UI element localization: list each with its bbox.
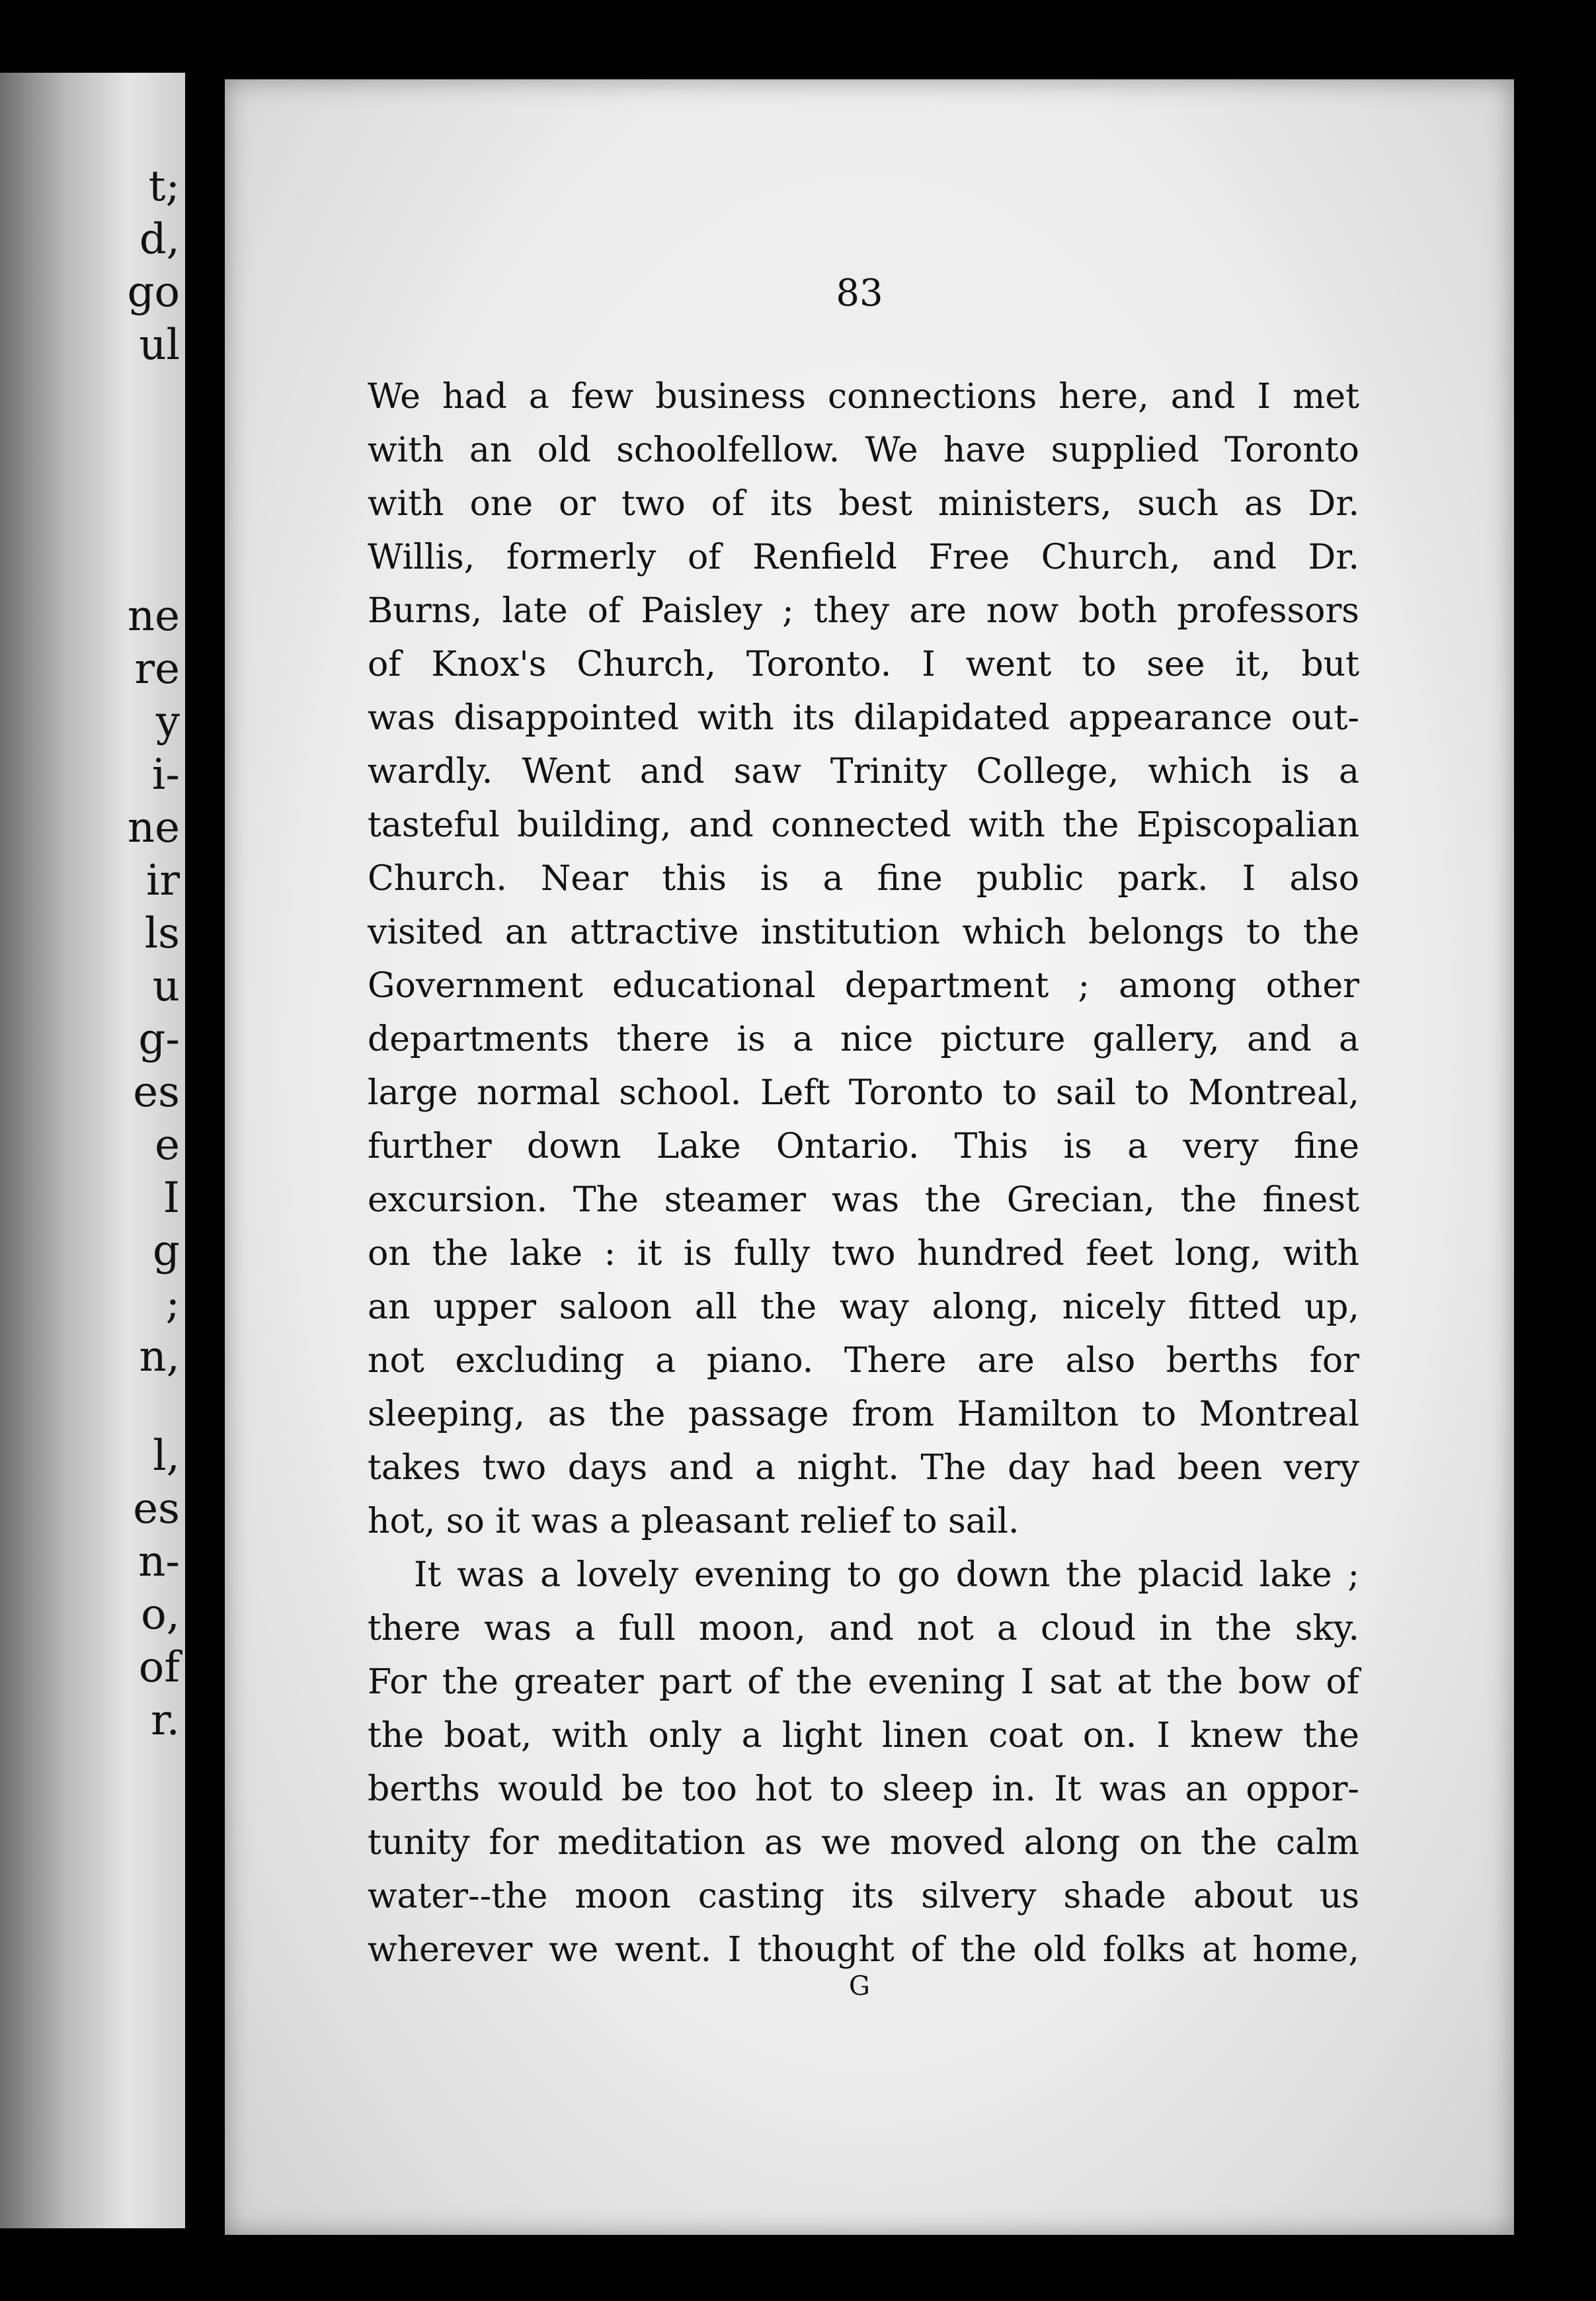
text-line: Burns, late of Paisley ; they are now both professors xyxy=(368,591,1359,631)
left-page-fragment: re xyxy=(134,645,180,694)
text-line: visited an attractive institution which belongs to the xyxy=(368,912,1359,952)
text-line: with one or two of its best ministers, such as Dr. xyxy=(368,484,1359,524)
text-line: tasteful building, and connected with the Episcopalian xyxy=(368,805,1359,845)
left-page-fragment: t; xyxy=(148,162,180,211)
text-line: further down Lake Ontario. This is a very fine xyxy=(368,1127,1359,1166)
text-line: It was a lovely evening to go down the placid lake ; xyxy=(414,1555,1359,1595)
text-line: Church. Near this is a fine public park. I also xyxy=(368,859,1359,899)
left-page-fragment: es xyxy=(133,1068,180,1117)
text-line: on the lake : it is fully two hundred feet long, with xyxy=(368,1234,1359,1273)
text-line: wardly. Went and saw Trinity College, which is a xyxy=(368,752,1359,791)
text-line: water--the moon casting its silvery shade about us xyxy=(368,1877,1359,1916)
left-page-fragment: ne xyxy=(127,803,180,852)
left-page-fragment: ls xyxy=(144,909,180,958)
left-page-fragment: l, xyxy=(153,1432,180,1480)
left-page-fragment: u xyxy=(152,962,180,1011)
left-page-fragment: ul xyxy=(139,321,180,370)
text-line: tunity for meditation as we moved along on the calm xyxy=(368,1823,1359,1863)
left-page-fragment: ir xyxy=(145,856,180,905)
text-line: For the greater part of the evening I sat at the bow of xyxy=(368,1662,1359,1702)
text-line: berths would be too hot to sleep in. It was an oppor- xyxy=(368,1769,1359,1809)
left-page-fragment: of xyxy=(138,1643,180,1692)
text-line: We had a few business connections here, and I met xyxy=(368,377,1359,417)
left-page-fragment: n- xyxy=(138,1537,180,1586)
text-line: Government educational department ; among other xyxy=(368,966,1359,1006)
left-page-fragment: o, xyxy=(141,1590,180,1639)
scan-border xyxy=(1514,0,1596,2301)
text-line: of Knox's Church, Toronto. I went to see it, but xyxy=(368,645,1359,684)
left-page-fragment: r. xyxy=(151,1696,180,1745)
left-page-fragment: i- xyxy=(151,750,180,799)
text-line: Willis, formerly of Renfield Free Church, and Dr. xyxy=(368,538,1359,577)
text-line: an upper saloon all the way along, nicely fitted up, xyxy=(368,1287,1359,1327)
text-line: departments there is a nice picture gallery, and a xyxy=(368,1020,1359,1059)
left-page-fragment: d, xyxy=(139,215,180,264)
text-line: the boat, with only a light linen coat on. I knew the xyxy=(368,1716,1359,1756)
left-page-fragment: y xyxy=(155,698,180,747)
left-page-fragment: go xyxy=(127,268,180,317)
left-page-fragment: n, xyxy=(139,1332,180,1381)
text-line: there was a full moon, and not a cloud in the sky. xyxy=(368,1609,1359,1648)
left-page-fragment: g xyxy=(153,1227,180,1275)
left-page-fragment: es xyxy=(133,1484,180,1533)
text-line: with an old schoolfellow. We have supplied Toronto xyxy=(368,430,1359,470)
text-line: excursion. The steamer was the Grecian, the finest xyxy=(368,1180,1359,1220)
text-line: was disappointed with its dilapidated appearance out- xyxy=(368,698,1359,738)
left-page-fragment: e xyxy=(155,1121,180,1170)
text-line: hot, so it was a pleasant relief to sail. xyxy=(368,1502,1019,1541)
text-line: sleeping, as the passage from Hamilton to Montreal xyxy=(368,1394,1359,1434)
left-page-fragment: ne xyxy=(127,592,180,641)
text-line: takes two days and a night. The day had been very xyxy=(368,1448,1359,1488)
signature-mark: G xyxy=(849,1971,870,2001)
text-line: large normal school. Left Toronto to sail to Montreal, xyxy=(368,1073,1359,1113)
page-body-text xyxy=(368,370,1359,1977)
left-page-fragment: ; xyxy=(165,1279,180,1328)
text-line: wherever we went. I thought of the old folks at home, xyxy=(368,1930,1359,1970)
page-number: 83 xyxy=(836,272,883,315)
text-line: not excluding a piano. There are also berths for xyxy=(368,1341,1359,1381)
left-facing-page xyxy=(0,73,185,2228)
left-page-fragment: I xyxy=(163,1174,180,1223)
left-page-fragment: g- xyxy=(138,1015,180,1064)
